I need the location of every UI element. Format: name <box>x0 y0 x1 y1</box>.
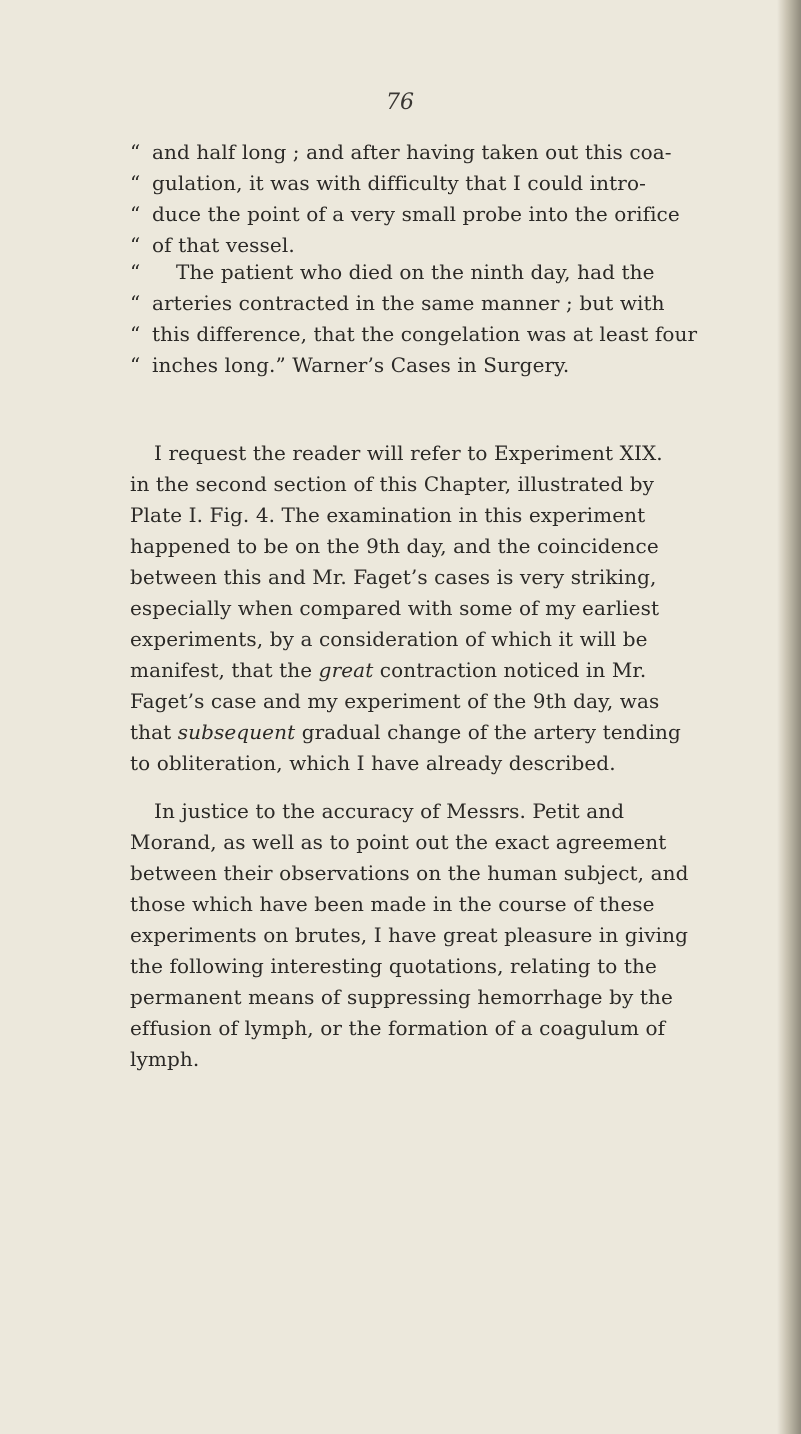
italic-word-great: great <box>318 658 374 682</box>
quote-mark: “ <box>130 260 141 284</box>
text-line: “ arteries contracted in the same manner ; but with <box>130 288 770 319</box>
quote-mark: “ <box>130 233 141 257</box>
page-edge-shadow <box>777 0 801 1434</box>
text-line: Faget’s case and my experiment of the 9th day, was <box>130 689 660 713</box>
text-line: “ duce the point of a very small probe into the orifice <box>130 199 770 230</box>
italic-word-subsequent: subsequent <box>177 720 296 744</box>
text-line: “ of that vessel. <box>130 230 770 261</box>
text-line: permanent means of suppressing hemorrhage by the <box>130 985 673 1009</box>
text-line: in the second section of this Chapter, illustrated by <box>130 472 655 496</box>
text-line: lymph. <box>130 1047 200 1071</box>
text-line: the following interesting quotations, relating to the <box>130 954 657 978</box>
paragraph-petit-morand <box>130 796 770 1075</box>
text-line: between this and Mr. Faget’s cases is very striking, <box>130 565 657 589</box>
paragraph-quotation-continued <box>130 137 770 261</box>
text-line: “ and half long ; and after having taken out this coa- <box>130 137 770 168</box>
text-line: In justice to the accuracy of Messrs. Petit and <box>154 799 625 823</box>
quote-mark: “ <box>130 353 141 377</box>
text-line: effusion of lymph, or the formation of a coagulum of <box>130 1016 666 1040</box>
text-line: “ inches long.” Warner’s Cases in Surgery. <box>130 350 770 381</box>
text-line: to obliteration, which I have already described. <box>130 751 616 775</box>
paragraph-experiment-xix <box>130 438 770 779</box>
text-line: Morand, as well as to point out the exact agreement <box>130 830 667 854</box>
quote-mark: “ <box>130 202 141 226</box>
quote-mark: “ <box>130 291 141 315</box>
text-line: “ gulation, it was with difficulty that I could intro- <box>130 168 770 199</box>
text-line: that subsequent gradual change of the artery tending <box>130 720 681 744</box>
text-line: those which have been made in the course of these <box>130 892 655 916</box>
quote-mark: “ <box>130 322 141 346</box>
text-line: I request the reader will refer to Experiment XIX. <box>154 441 663 465</box>
quote-mark: “ <box>130 140 141 164</box>
paragraph-patient-ninth-day <box>130 257 770 381</box>
text-line: Plate I. Fig. 4. The examination in this experiment <box>130 503 646 527</box>
page-number: 76 <box>386 90 414 115</box>
text-line: “ this difference, that the congelation was at least four <box>130 319 770 350</box>
text-line: manifest, that the great contraction noticed in Mr. <box>130 658 647 682</box>
text-line: happened to be on the 9th day, and the coincidence <box>130 534 659 558</box>
text-line: experiments on brutes, I have great pleasure in giving <box>130 923 688 947</box>
text-line: between their observations on the human subject, and <box>130 861 689 885</box>
text-line: experiments, by a consideration of which it will be <box>130 627 648 651</box>
quote-mark: “ <box>130 171 141 195</box>
text-line: especially when compared with some of my earliest <box>130 596 660 620</box>
text-line: “ The patient who died on the ninth day, had the <box>130 257 770 288</box>
